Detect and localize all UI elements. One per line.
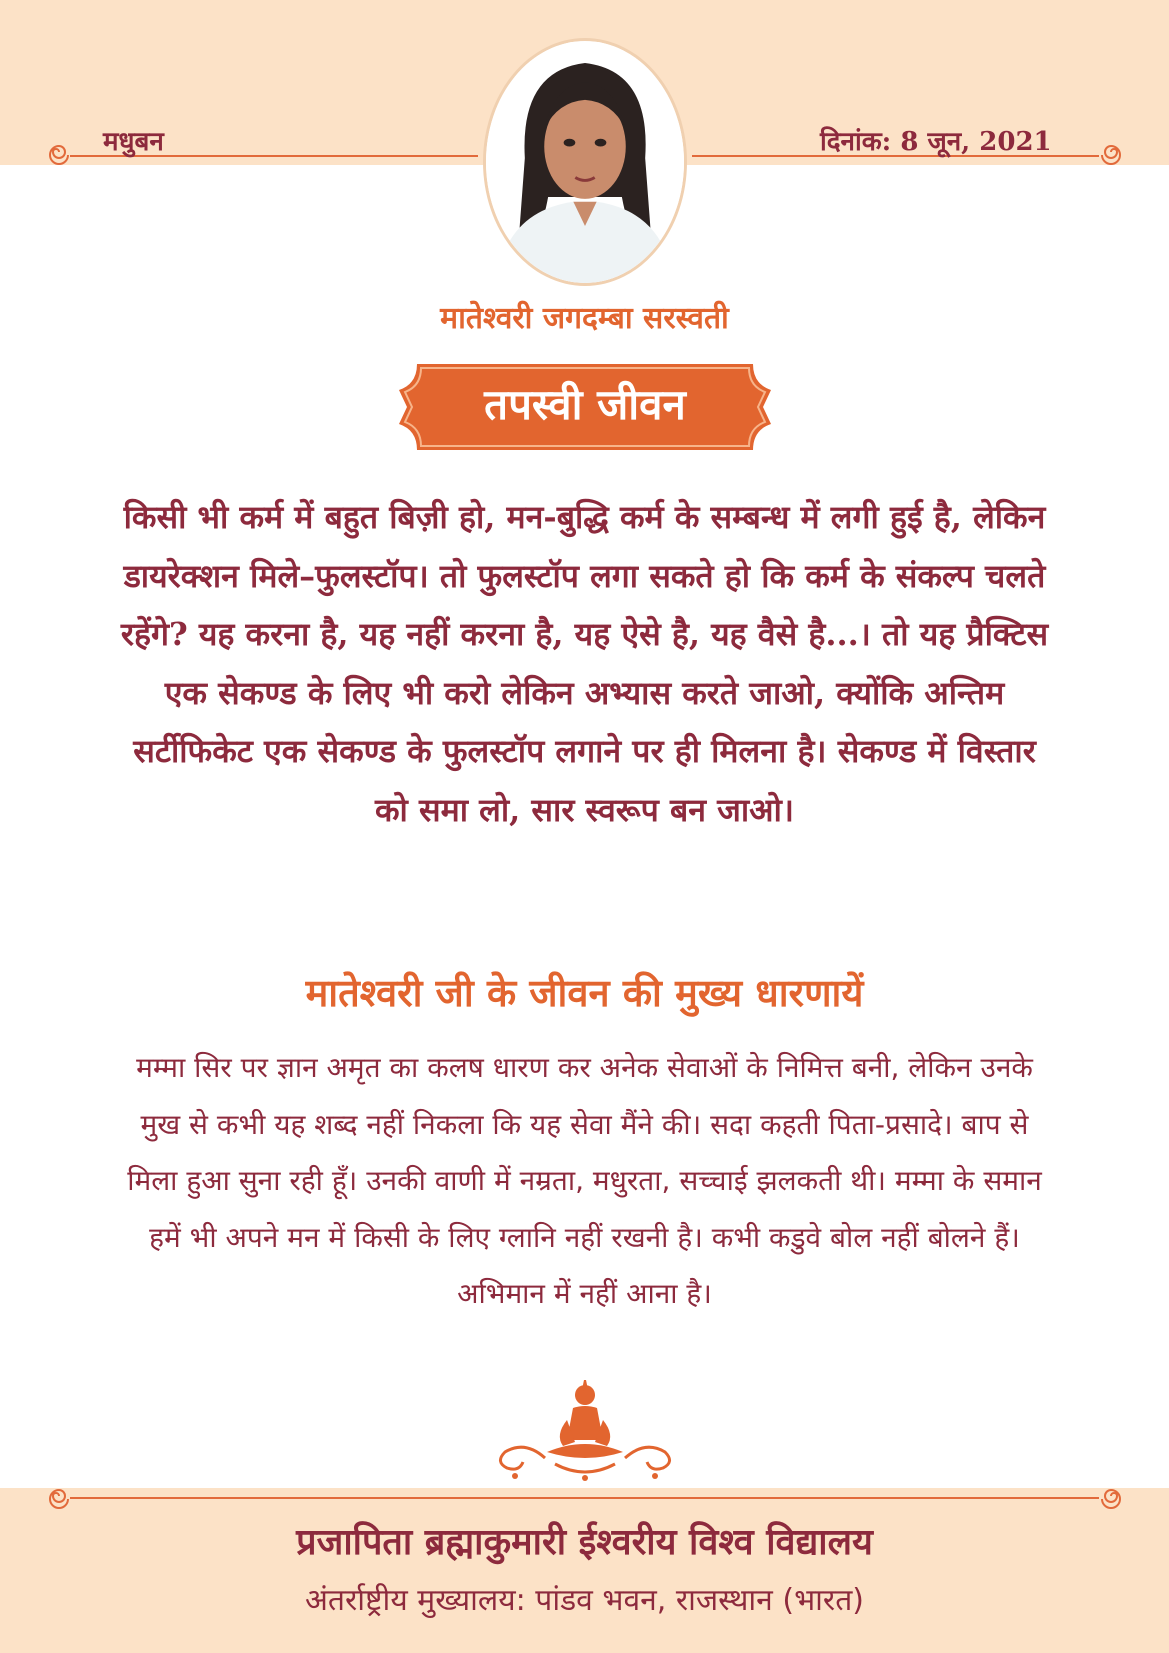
location-label: मधुबन	[103, 127, 164, 157]
meditation-figure-icon	[485, 1380, 685, 1485]
swirl-icon	[48, 1488, 70, 1510]
section-heading: मातेश्वरी जी के जीवन की मुख्य धारणायें	[305, 971, 864, 1015]
portrait-photo	[483, 38, 687, 286]
organization-name: प्रजापिता ब्रह्माकुमारी ईश्वरीय विश्व विद्यालय	[296, 1521, 873, 1563]
footer-rule	[70, 1497, 1099, 1499]
date-label: दिनांक: 8 जून, 2021	[820, 127, 1052, 157]
swirl-icon	[1100, 1488, 1122, 1510]
title-banner	[395, 360, 775, 454]
section-paragraph: मम्मा सिर पर ज्ञान अमृत का कलष धारण कर अनेक सेवाओं के निमित्त बनी, लेकिन उनके मुख से कभी यह शब्द नहीं निकला कि यह सेवा मैंने की। सदा कहती पिता-प्रसादे। बाप से मिला हुआ सुना रही हूँ। उनकी वाणी में नम्रता, मधुरता, सच्चाई झलकती थी। मम्मा के समान हमें भी अपने मन में किसी के लिए ग्लानि नहीं रखनी है। कभी कडुवे बोल नहीं बोलने हैं। अभिमान में नहीं आना है।	[127, 1051, 1042, 1310]
main-paragraph: किसी भी कर्म में बहुत बिज़ी हो, मन-बुद्धि कर्म के सम्बन्ध में लगी हुई है, लेकिन डायरेक्शन मिले–फुलस्टॉप। तो फुलस्टॉप लगा सकते हो कि कर्म के संकल्प चलते रहेंगे? यह करना है, यह नहीं करना है, यह ऐसे है, यह वैसे है...। तो यह प्रैक्टिस एक सेकण्ड के लिए भी करो लेकिन अभ्यास करते जाओ, क्योंकि अन्तिम सर्टीफिकेट एक सेकण्ड के फुलस्टॉप लगाने पर ही मिलना है। सेकण्ड में विस्तार को समा लो, सार स्वरूप बन जाओ।	[120, 498, 1049, 829]
swirl-icon	[48, 144, 70, 166]
swirl-icon	[1100, 144, 1122, 166]
banner-title: तपस्वी जीवन	[484, 380, 686, 429]
portrait-caption: मातेश्वरी जगदम्बा सरस्वती	[440, 301, 729, 336]
headquarters-address: अंतर्राष्ट्रीय मुख्यालय: पांडव भवन, राजस्थान (भारत)	[304, 1583, 865, 1618]
portrait-illustration	[486, 41, 684, 283]
footer-band	[0, 1488, 1169, 1653]
